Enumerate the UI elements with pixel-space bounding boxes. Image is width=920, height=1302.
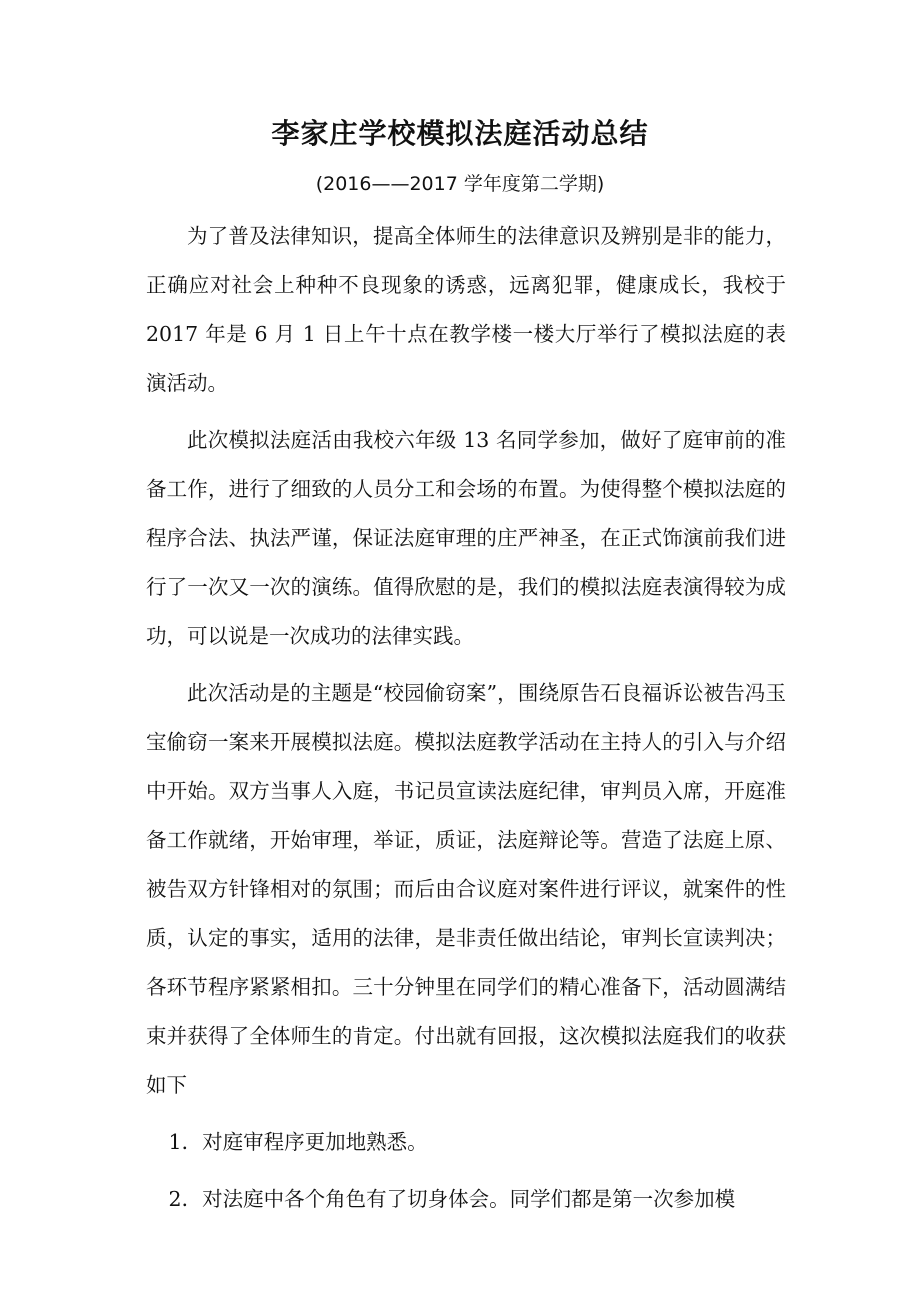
- list-item: 2．对法庭中各个角色有了切身体会。同学们都是第一次参加模: [168, 1187, 736, 1211]
- document-title: 李家庄学校模拟法庭活动总结: [271, 117, 649, 150]
- document-body: [146, 212, 786, 1224]
- paragraph-activity: 此次活动是的主题是“校园偷窃案”，围绕原告石良福诉讼被告冯玉宝偷窃一案来开展模拟法庭。模拟法庭教学活动在主持人的引入与介绍中开始。双方当事人入庭，书记员宣读法庭纪律，审判员入席，开庭准备工作就绪，开始审理，举证，质证，法庭辩论等。营造了法庭上原、被告双方针锋相对的氛围；而后由合议庭对案件进行评议，就案件的性质，认定的事实，适用的法律，是非责任做出结论，审判长宣读判决；各环节程序紧紧相扣。三十分钟里在同学们的精心准备下，活动圆满结束并获得了全体师生的肯定。付出就有回报，这次模拟法庭我们的收获如下: [146, 681, 786, 1097]
- list-item: 1．对庭审程序更加地熟悉。: [168, 1130, 428, 1154]
- paragraph-intro: 为了普及法律知识，提高全体师生的法律意识及辨别是非的能力，正确应对社会上种种不良现象的诱惑，远离犯罪，健康成长，我校于 2017 年是 6 月 1 日上午十点在教学楼一楼大厅举行了模拟法庭的表演活动。: [146, 224, 786, 395]
- paragraph-preparation: 此次模拟法庭活由我校六年级 13 名同学参加，做好了庭审前的准备工作，进行了细致的人员分工和会场的布置。为使得整个模拟法庭的程序合法、执法严谨，保证法庭审理的庄严神圣，在正式饰演前我们进行了一次又一次的演练。值得欣慰的是，我们的模拟法庭表演得较为成功，可以说是一次成功的法律实践。: [146, 428, 786, 648]
- document-subtitle: (2016——2017 学年度第二学期): [315, 173, 605, 195]
